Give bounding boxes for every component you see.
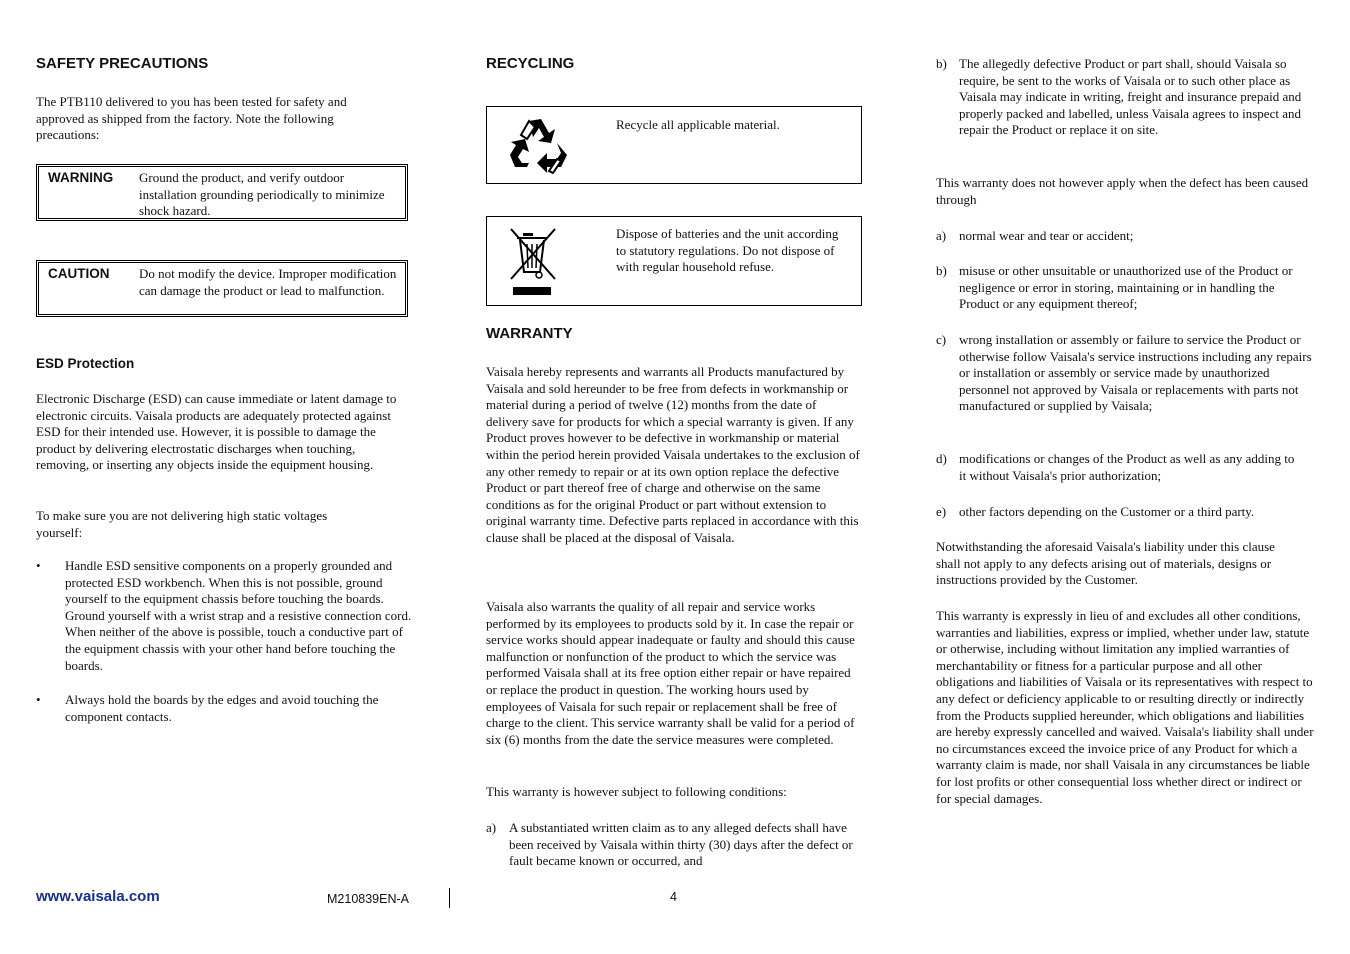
warranty-paragraph-4: This warranty does not however apply when the defect has been caused through xyxy=(936,175,1309,207)
warning-text: Ground the product, and verify outdoor installation grounding periodically to minimize shock hazard. xyxy=(139,170,385,219)
warning-tag: WARNING xyxy=(48,170,114,185)
recycling-heading: RECYCLING xyxy=(486,55,575,72)
esd-paragraph-2: To make sure you are not delivering high static voltages yourself: xyxy=(36,508,328,540)
warranty-paragraph-3: This warranty is however subject to following conditions: xyxy=(486,784,787,799)
dispose-text: Dispose of batteries and the unit according to statutory regulations. Do not dispose of with regular household refuse. xyxy=(616,226,839,275)
bullet-icon: • xyxy=(36,692,41,707)
exclusion-label: a) xyxy=(936,228,947,243)
condition-label: b) xyxy=(936,56,947,71)
safety-intro: The PTB110 delivered to you has been tested for safety and approved as shipped from the factory. Note the following precautions: xyxy=(36,94,347,143)
caution-tag: CAUTION xyxy=(48,266,110,281)
condition-label: a) xyxy=(486,820,497,835)
recycle-box xyxy=(486,106,862,184)
warranty-heading: WARRANTY xyxy=(486,325,573,342)
exclusion-text: wrong installation or assembly or failure to service the Product or otherwise follow Vaisala's service instructions including any repairs or installation or assembly or service made by unauthorized personnel not approved by Vaisala or replacements with parts not manufactured or supplied by Vaisala; xyxy=(959,332,1312,414)
condition-text: The allegedly defective Product or part shall, should Vaisala so require, be sent to the works of Vaisala or to such other place as Vaisala may indicate in writing, freight and insurance prepaid and properly packed and labelled, unless Vaisala agrees to inspect and repair the Product or replace it on site. xyxy=(959,56,1302,138)
recycle-icon xyxy=(507,115,571,182)
exclusion-label: b) xyxy=(936,263,947,278)
exclusion-label: d) xyxy=(936,451,947,466)
esd-bullet-text: Handle ESD sensitive components on a properly grounded and protected ESD workbench. When this is not possible, ground yourself to the equipment chassis before touching the boards. Ground yourself with a wrist strap and a resistive connection cord. When neither of the above is possible, touch a conductive part of the equipment chassis with your other hand before touching the boards. xyxy=(65,558,412,673)
warning-note xyxy=(36,164,408,221)
safety-precautions-heading: SAFETY PRECAUTIONS xyxy=(36,55,209,72)
exclusion-label: c) xyxy=(936,332,947,347)
warranty-paragraph-2: Vaisala also warrants the quality of all repair and service works performed by its employees to products sold by it. In case the repair or service works should appear inadequate or faulty and should this cause malfunction or nonfunction of the product to which the service was performed Vaisala shall at its free option either repair or have repaired or replace the product in question. The working hours used by employees of Vaisala for such repair or replacement shall be free of charge to the client. This service warranty shall be valid for a period of six (6) months from the date the service measures were completed. xyxy=(486,599,855,747)
exclusion-label: e) xyxy=(936,504,947,519)
bullet-icon: • xyxy=(36,558,41,573)
exclusion-text: modifications or changes of the Product as well as any adding to it without Vaisala's prior authorization; xyxy=(959,451,1295,483)
exclusion-text: other factors depending on the Customer or a third party. xyxy=(959,504,1255,519)
warranty-paragraph-6: This warranty is expressly in lieu of and excludes all other conditions, warranties and liabilities, express or implied, whether under law, statute or otherwise, including without limitation any implied warranties of merchantability or fitness for a particular purpose and all other obligations and liabilities of Vaisala or its representatives with respect to any defect or deficiency applicable to or resulting directly or indirectly from the Products supplied hereunder, which obligations and liabilities are hereby expressly cancelled and waived. Vaisala's liability shall under no circumstances exceed the invoice price of any Product for which a warranty claim is made, nor shall Vaisala in any circumstances be liable for lost profits or other consequential loss whether direct or indirect or for special damages. xyxy=(936,608,1314,806)
exclusion-text: misuse or other unsuitable or unauthorized use of the Product or negligence or error in storing, maintaining or in handling the Product or any equipment thereof; xyxy=(959,263,1293,312)
warranty-paragraph-5: Notwithstanding the aforesaid Vaisala's liability under this clause shall not apply to any defects arising out of materials, designs or instructions provided by the Customer. xyxy=(936,539,1275,588)
footer-divider xyxy=(449,888,450,908)
crossed-out-bin-icon xyxy=(509,227,559,304)
website-link[interactable]: www.vaisala.com xyxy=(36,888,160,905)
warranty-paragraph-1: Vaisala hereby represents and warrants all Products manufactured by Vaisala and sold hereunder to be free from defects in workmanship or material during a period of twelve (12) months from the date of delivery save for products for which a special warranty is given. If any Product proves however to be defective in workmanship or material within the period herein provided Vaisala undertakes to the exclusion of any other remedy to repair or at its own option replace the defective Product or part thereof free of charge and otherwise on the same conditions as for the original Product or part without extension to original warranty time. Defective parts replaced in accordance with this clause shall be placed at the disposal of Vaisala. xyxy=(486,364,860,545)
esd-heading: ESD Protection xyxy=(36,356,135,371)
esd-paragraph-1: Electronic Discharge (ESD) can cause immediate or latent damage to electronic circuits. Vaisala products are adequately protected against ESD for their intended use. However, it is possible to damage the product by delivering electrostatic discharges when touching, removing, or inserting any objects inside the equipment housing. xyxy=(36,391,397,473)
caution-note xyxy=(36,260,408,317)
page-number: 4 xyxy=(670,890,677,904)
exclusion-text: normal wear and tear or accident; xyxy=(959,228,1134,243)
document-code: M210839EN-A xyxy=(327,892,409,906)
recycle-text: Recycle all applicable material. xyxy=(616,117,780,132)
esd-bullet-text: Always hold the boards by the edges and avoid touching the component contacts. xyxy=(65,692,379,724)
condition-text: A substantiated written claim as to any alleged defects shall have been received by Vaisala within thirty (30) days after the defect or fault became known or occurred, and xyxy=(509,820,853,869)
caution-text: Do not modify the device. Improper modification can damage the product or lead to malfunction. xyxy=(139,266,397,298)
dispose-box xyxy=(486,216,862,306)
